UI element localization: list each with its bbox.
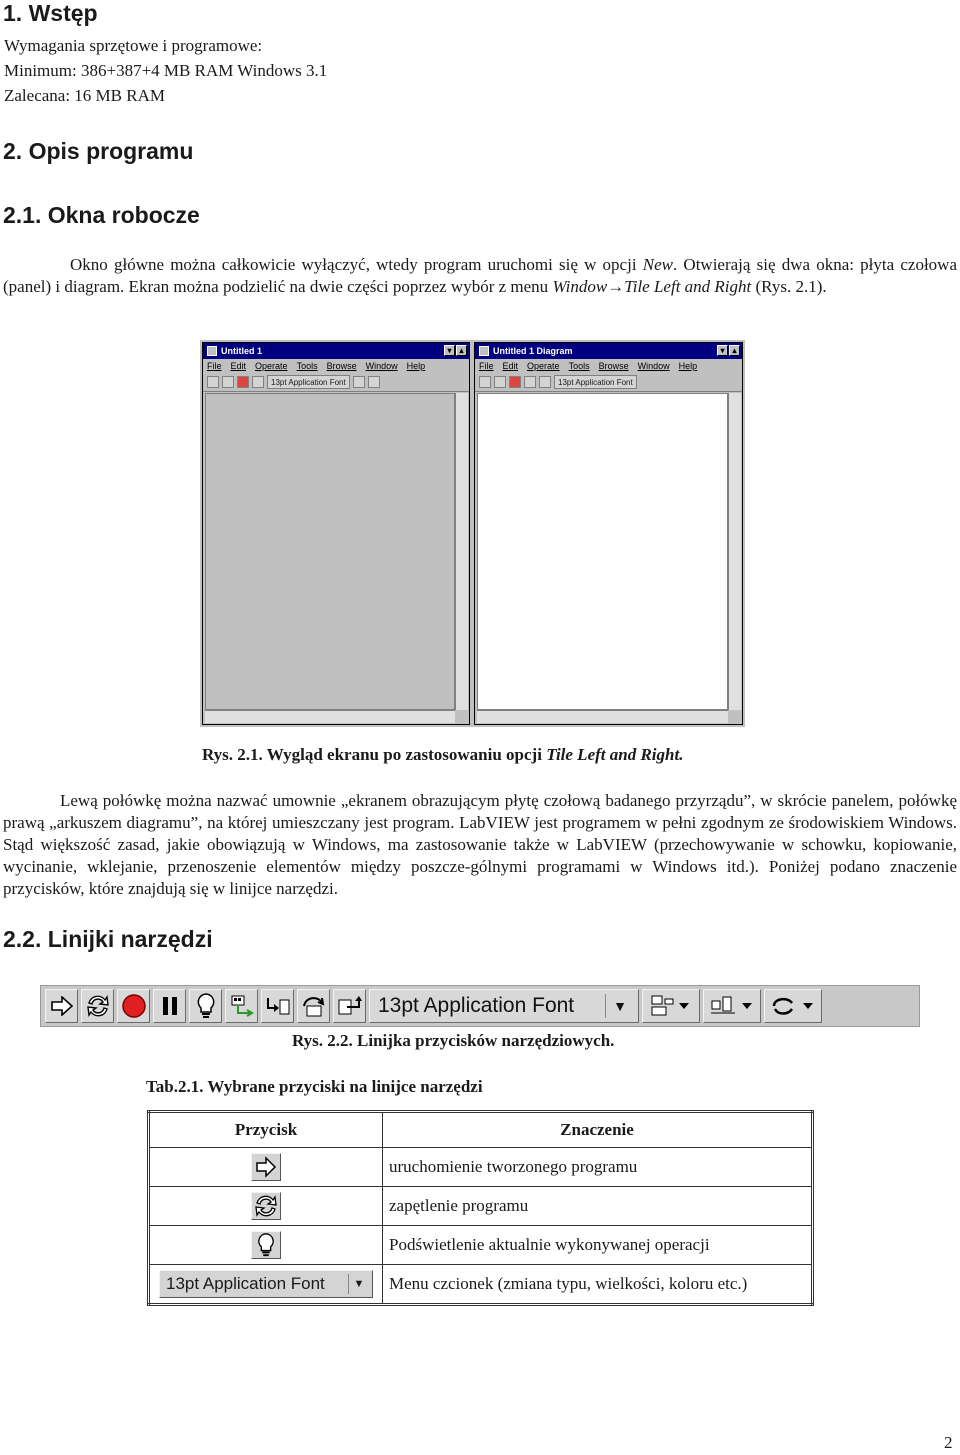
pause-icon xyxy=(160,995,180,1017)
probe-icon xyxy=(229,993,255,1019)
paragraph-okna: Okno główne można całkowicie wyłączyć, wtedy program uruchomi się w opcji New. Otwierają się dwa okna: płyta czołowa (panel) i diagram. Ekran można podzielić na dwie części poprzez wybór z menu Window→Tile Left and Right (Rys. 2.1). xyxy=(3,255,958,296)
panel-canvas[interactable] xyxy=(205,393,455,710)
menu-edit[interactable]: Edit xyxy=(502,361,519,371)
heading-okna-robocze: 2.1. Okna robocze xyxy=(3,202,200,228)
heading-wstep: 1. Wstęp xyxy=(3,0,98,26)
requirements-line: Zalecana: 16 MB RAM xyxy=(4,86,165,105)
lightbulb-icon xyxy=(195,992,217,1020)
step-out-icon xyxy=(337,994,363,1018)
font-select[interactable] xyxy=(369,989,639,1023)
requirements xyxy=(4,33,327,108)
labview-toolbar xyxy=(40,985,920,1027)
menu-operate[interactable]: Operate xyxy=(255,361,288,371)
menu-file[interactable]: File xyxy=(479,361,494,371)
buttons-table xyxy=(147,1110,814,1306)
requirements-line: Wymagania sprzętowe i programowe: xyxy=(4,36,263,55)
horizontal-scrollbar[interactable] xyxy=(477,710,728,723)
step-into-icon xyxy=(265,994,291,1018)
run-arrow-icon xyxy=(252,1154,280,1180)
table-header-row xyxy=(149,1112,813,1148)
menu-bar xyxy=(475,359,742,373)
abort-icon[interactable] xyxy=(509,376,521,388)
run-continuous-icon[interactable] xyxy=(494,376,506,388)
window-title: Untitled 1 xyxy=(221,346,263,356)
requirements-line: Minimum: 386+387+4 MB RAM Windows 3.1 xyxy=(4,61,328,80)
align-objects-icon xyxy=(649,993,693,1019)
distribute-objects-icon xyxy=(709,993,755,1019)
pause-button[interactable] xyxy=(153,989,186,1023)
menu-window[interactable]: Window xyxy=(637,361,670,371)
page-number: 2 xyxy=(944,1433,953,1452)
menu-browse[interactable]: Browse xyxy=(598,361,629,371)
reorder-icon xyxy=(770,993,816,1019)
heading-opis-programu: 2. Opis programu xyxy=(3,138,194,164)
stop-icon xyxy=(121,993,147,1019)
run-continuous-button[interactable] xyxy=(81,989,114,1023)
lightbulb-icon xyxy=(252,1232,280,1258)
window-toolbar xyxy=(475,373,742,392)
header-znaczenie: Znaczenie xyxy=(383,1112,813,1148)
meaning-cell: Podświetlenie aktualnie wykonywanej operacji xyxy=(383,1226,813,1265)
retain-wire-values-button[interactable] xyxy=(225,989,258,1023)
meaning-cell: zapętlenie programu xyxy=(383,1187,813,1226)
run-continuous-button[interactable] xyxy=(251,1192,281,1220)
font-select[interactable]: 13pt Application Font xyxy=(267,375,350,389)
diagram-canvas[interactable] xyxy=(477,393,728,710)
vertical-scrollbar[interactable] xyxy=(455,393,468,710)
menu-tools[interactable]: Tools xyxy=(568,361,590,371)
menu-operate[interactable]: Operate xyxy=(527,361,560,371)
run-icon[interactable] xyxy=(207,376,219,388)
run-continuous-icon xyxy=(252,1193,280,1219)
highlight-execution-button[interactable] xyxy=(189,989,222,1023)
diagram-window[interactable] xyxy=(474,342,743,725)
pause-icon[interactable] xyxy=(252,376,264,388)
reorder-button[interactable] xyxy=(764,989,822,1023)
menu-tools[interactable]: Tools xyxy=(296,361,318,371)
menu-bar xyxy=(203,359,469,373)
run-continuous-icon[interactable] xyxy=(222,376,234,388)
font-select[interactable] xyxy=(159,1270,373,1298)
figure-tile-windows xyxy=(200,340,745,727)
figure-caption: Rys. 2.1. Wygląd ekranu po zastosowaniu opcji Tile Left and Right. xyxy=(202,745,684,764)
header-przycisk: Przycisk xyxy=(149,1112,383,1148)
run-button[interactable] xyxy=(251,1153,281,1181)
pause-icon[interactable] xyxy=(524,376,536,388)
run-button[interactable] xyxy=(45,989,78,1023)
table-row xyxy=(149,1265,813,1305)
heading-linijki-narzedzi: 2.2. Linijki narzędzi xyxy=(3,926,213,952)
abort-icon[interactable] xyxy=(237,376,249,388)
window-toolbar xyxy=(203,373,469,392)
chevron-down-icon[interactable]: ▼ xyxy=(605,994,634,1018)
font-select[interactable]: 13pt Application Font xyxy=(554,375,637,389)
align-icon[interactable] xyxy=(353,376,365,388)
font-select-label: 13pt Application Font xyxy=(378,994,575,1017)
meaning-cell: Menu czcionek (zmiana typu, wielkości, koloru etc.) xyxy=(383,1265,813,1305)
maximize-icon[interactable]: ▴ xyxy=(456,345,467,356)
run-continuous-icon xyxy=(85,993,111,1019)
distribute-objects-button[interactable] xyxy=(703,989,761,1023)
meaning-cell: uruchomienie tworzonego programu xyxy=(383,1148,813,1187)
vertical-scrollbar[interactable] xyxy=(728,393,741,710)
system-menu-icon[interactable] xyxy=(207,346,217,356)
panel-window[interactable] xyxy=(202,342,470,725)
menu-file[interactable]: File xyxy=(207,361,222,371)
table-row xyxy=(149,1226,813,1265)
window-title: Untitled 1 Diagram xyxy=(493,346,573,356)
toolbar-caption: Rys. 2.2. Linijka przycisków narzędziowych. xyxy=(292,1031,615,1050)
minimize-icon[interactable]: ▾ xyxy=(717,345,728,356)
abort-button[interactable] xyxy=(117,989,150,1023)
menu-edit[interactable]: Edit xyxy=(230,361,247,371)
table-caption: Tab.2.1. Wybrane przyciski na linijce narzędzi xyxy=(146,1077,483,1096)
step-out-button[interactable] xyxy=(333,989,366,1023)
menu-help[interactable]: Help xyxy=(678,361,698,371)
minimize-icon[interactable]: ▾ xyxy=(444,345,455,356)
horizontal-scrollbar[interactable] xyxy=(205,710,455,723)
menu-browse[interactable]: Browse xyxy=(326,361,357,371)
step-into-button[interactable] xyxy=(261,989,294,1023)
system-menu-icon[interactable] xyxy=(479,346,489,356)
step-over-button[interactable] xyxy=(297,989,330,1023)
step-over-icon xyxy=(301,994,327,1018)
distribute-icon[interactable] xyxy=(368,376,380,388)
align-objects-button[interactable] xyxy=(642,989,700,1023)
table-row xyxy=(149,1187,813,1226)
table-row xyxy=(149,1148,813,1187)
run-arrow-icon xyxy=(50,996,74,1016)
font-select-label: 13pt Application Font xyxy=(166,1274,325,1293)
chevron-down-icon[interactable]: ▼ xyxy=(348,1274,369,1294)
maximize-icon[interactable]: ▴ xyxy=(729,345,740,356)
lightbulb-icon[interactable] xyxy=(539,376,551,388)
highlight-execution-button[interactable] xyxy=(251,1231,281,1259)
menu-window[interactable]: Window xyxy=(365,361,398,371)
run-icon[interactable] xyxy=(479,376,491,388)
menu-help[interactable]: Help xyxy=(406,361,426,371)
paragraph-panel-diagram: Lewą połówkę można nazwać umownie „ekranem obrazującym płytę czołową badanego przyrządu”, w skrócie panelem, połówkę prawą „arkuszem diagramu”, na której umieszczany jest program. LabVIEW jest programem w pełni zgodnym ze środowiskiem Windows. Stąd większość zasad, jakie obowiązują w Windows, ma zastosowanie także w LabVIEW (przechowywanie w schowku, kopiowanie, wycinanie, wklejanie, przenoszenie elementów między poszcze-gólnymi programami w Windows itd.). Poniżej podano znaczenie przycisków, które znajdują się w linijce narzędzi. xyxy=(3,791,957,898)
